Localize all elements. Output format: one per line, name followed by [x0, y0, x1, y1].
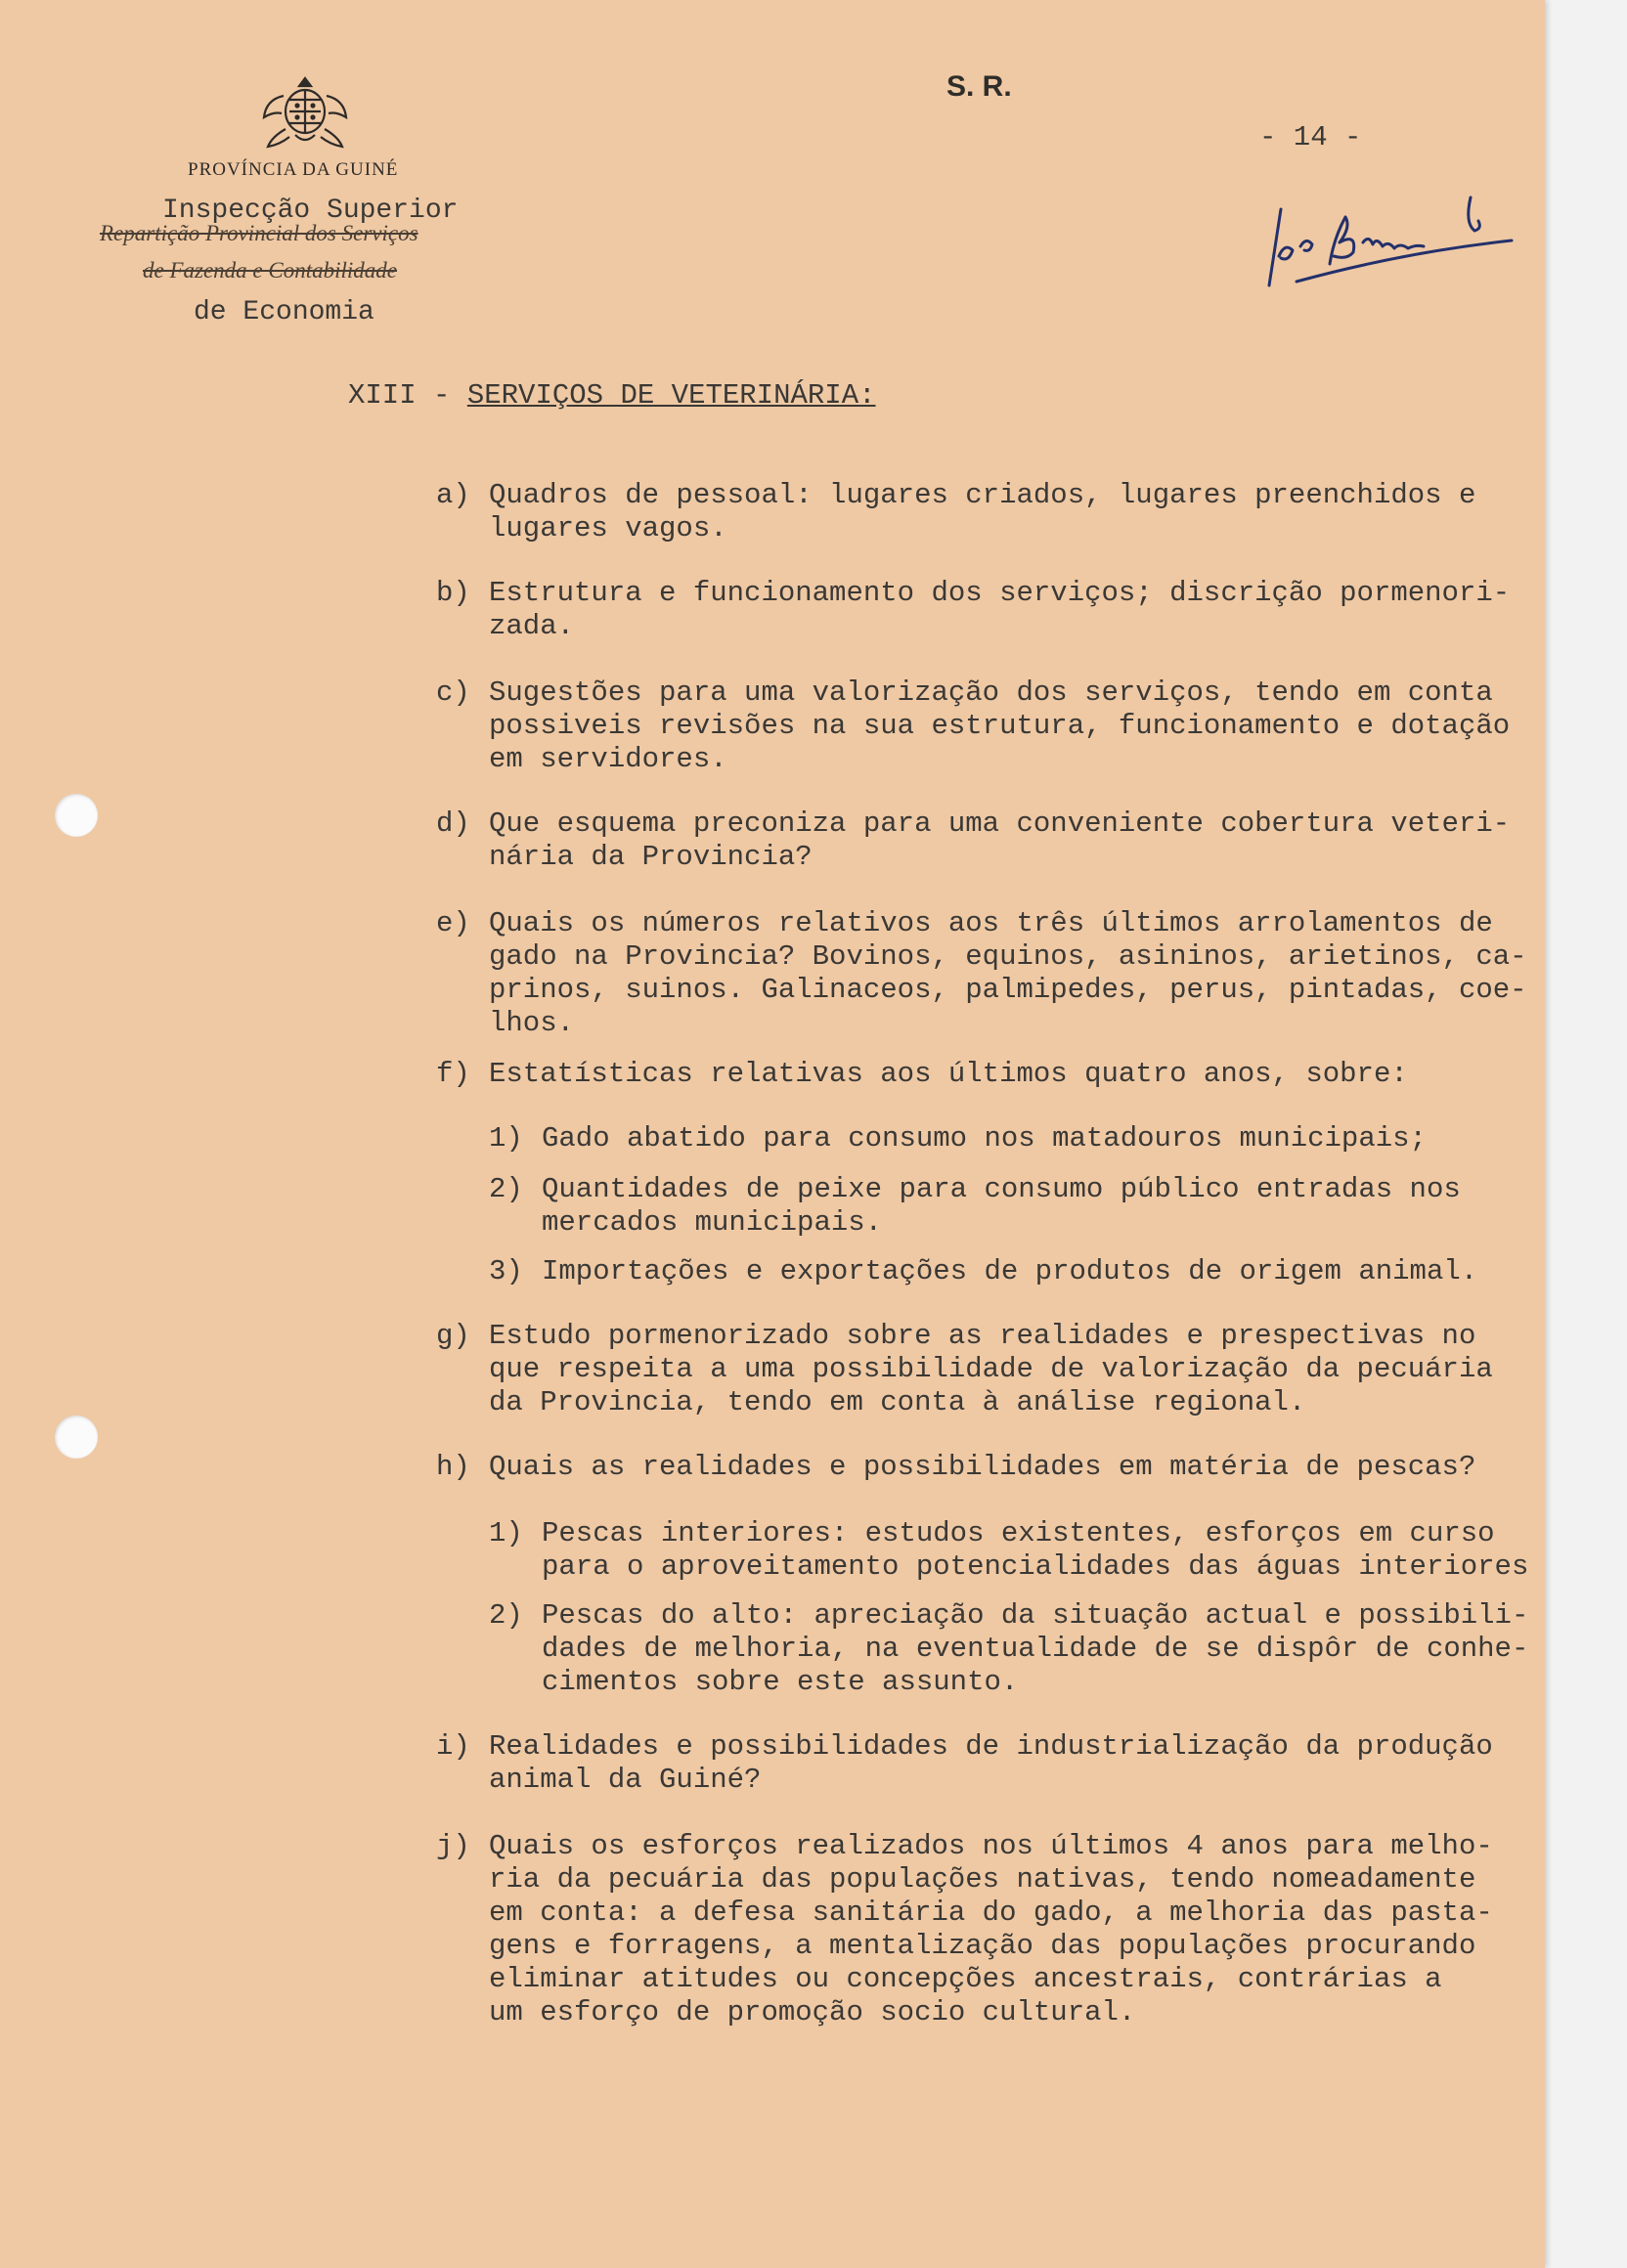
department-line-struck: de Fazenda e Contabilidade: [143, 258, 397, 283]
sub-item-label: 1): [489, 1517, 523, 1549]
sub-item-text: Pescas interiores: estudos existentes, esforços em curso para o aproveitamento potencialidades das águas interiores: [542, 1517, 1529, 1583]
item-text: Estrutura e funcionamento dos serviços; discrição pormenori- zada.: [489, 577, 1511, 642]
item-text: Realidades e possibilidades de industrialização da produção animal da Guiné?: [489, 1730, 1493, 1796]
section-heading: [348, 379, 876, 412]
sub-item: [489, 1122, 1545, 1156]
item-label: a): [436, 479, 470, 511]
item-text: Quais os esforços realizados nos últimos 4 anos para melho- ria da pecuária das populações nativas, tendo nomeadamente em conta: a defesa sanitária do gado, a melhoria das pasta- gens e forragens, a mentalização das populações procurando eliminar atitudes ou concepções ancestrais, contrárias a um esforço de promoção socio cultural.: [489, 1830, 1493, 2028]
province-name: PROVÍNCIA DA GUINÉ: [188, 159, 399, 180]
item-label: f): [436, 1058, 470, 1090]
item-label: c): [436, 676, 470, 709]
item-text: Sugestões para uma valorização dos serviços, tendo em conta possiveis revisões na sua estrutura, funcionamento e dotação em servidores.: [489, 676, 1511, 775]
handwritten-signature: [1261, 188, 1525, 305]
sub-item-text: Pescas do alto: apreciação da situação actual e possibili- dades de melhoria, na eventualidade de se dispôr de conhe- cimentos sobre este assunto.: [542, 1599, 1529, 1698]
department-line: Inspecção Superior: [162, 196, 459, 226]
sub-item-label: 3): [489, 1255, 523, 1287]
sub-item-text: Quantidades de peixe para consumo público entradas nos mercados municipais.: [542, 1173, 1461, 1239]
item-text: Estudo pormenorizado sobre as realidades e prespectivas no que respeita a uma possibilidade de valorização da pecuária da Provincia, tendo em conta à análise regional.: [489, 1320, 1493, 1418]
sub-item-text: Gado abatido para consumo nos matadouros municipais;: [542, 1122, 1427, 1155]
item-label: d): [436, 807, 470, 840]
department-line: de Economia: [194, 297, 374, 327]
item-label: b): [436, 577, 470, 609]
question-item: [436, 907, 1541, 1040]
sub-item-label: 2): [489, 1599, 523, 1632]
sub-item-label: 2): [489, 1173, 523, 1205]
classification-mark: S. R.: [946, 70, 1012, 103]
section-title: SERVIÇOS DE VETERINÁRIA:: [466, 379, 876, 412]
sub-item: [489, 1255, 1545, 1288]
item-label: h): [436, 1451, 470, 1483]
sub-item: [489, 1599, 1545, 1699]
sub-item-text: Importações e exportações de produtos de origem animal.: [542, 1255, 1478, 1287]
question-item: [436, 676, 1541, 776]
question-item: [436, 1830, 1541, 2029]
page-number: - 14 -: [1259, 121, 1362, 153]
coat-of-arms-icon: [260, 74, 350, 151]
question-item: [436, 1058, 1541, 1091]
question-item: [436, 1730, 1541, 1797]
item-label: i): [436, 1730, 470, 1763]
punch-hole: [55, 794, 98, 837]
question-item: [436, 1320, 1541, 1419]
item-text: Estatísticas relativas aos últimos quatro anos, sobre:: [489, 1058, 1408, 1090]
question-item: [436, 577, 1541, 643]
item-text: Que esquema preconiza para uma conveniente cobertura veteri- nária da Provincia?: [489, 807, 1511, 873]
sub-item: [489, 1173, 1545, 1240]
section-number: XIII -: [348, 379, 451, 412]
item-text: Quais as realidades e possibilidades em matéria de pescas?: [489, 1451, 1476, 1483]
sub-item: [489, 1517, 1545, 1584]
department-line-struck: Repartição Provincial dos Serviços: [100, 221, 418, 245]
item-label: g): [436, 1320, 470, 1352]
question-item: [436, 1451, 1541, 1484]
question-item: [436, 807, 1541, 874]
item-label: j): [436, 1830, 470, 1862]
sub-item-label: 1): [489, 1122, 523, 1155]
punch-hole: [55, 1416, 98, 1459]
item-text: Quais os números relativos aos três últimos arrolamentos de gado na Provincia? Bovinos, equinos, asininos, arietinos, ca- prinos, suinos. Galinaceos, palmipedes, perus, pintadas, coe- lhos.: [489, 907, 1527, 1039]
item-label: e): [436, 907, 470, 939]
item-text: Quadros de pessoal: lugares criados, lugares preenchidos e lugares vagos.: [489, 479, 1476, 545]
question-item: [436, 479, 1541, 545]
